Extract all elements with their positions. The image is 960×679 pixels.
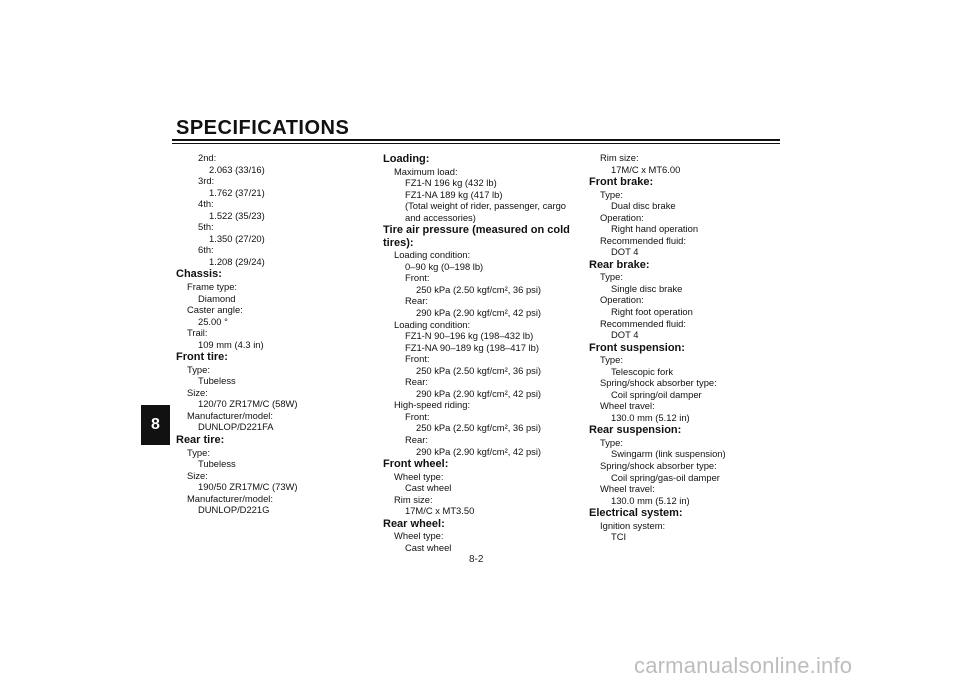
spec-label: Loading condition:: [394, 318, 471, 330]
section-heading-electrical-system: Electrical system:: [589, 507, 683, 520]
spec-value: 25.00 °: [198, 315, 228, 327]
spec-label: Size:: [187, 469, 208, 481]
spec-value: 250 kPa (2.50 kgf/cm², 36 psi): [416, 283, 542, 295]
spec-value: 17M/C x MT6.00: [611, 163, 681, 175]
spec-value: Cast wheel: [405, 541, 452, 553]
spec-label: Loading condition:: [394, 249, 471, 261]
section-heading-rear-wheel: Rear wheel:: [383, 517, 445, 530]
spec-value: 1.208 (29/24): [209, 255, 265, 267]
spec-value: Right hand operation: [611, 223, 699, 235]
spec-value: FZ1-NA 189 kg (417 lb): [405, 188, 503, 200]
spec-value: 17M/C x MT3.50: [405, 505, 475, 517]
spec-label: Maximum load:: [394, 165, 458, 177]
spec-value: Coil spring/oil damper: [611, 388, 702, 400]
spec-value: TCI: [611, 531, 627, 543]
spec-label: Front:: [405, 410, 430, 422]
chapter-tab: 8: [141, 405, 170, 445]
spec-value: 130.0 mm (5.12 in): [611, 411, 690, 423]
spec-value: 109 mm (4.3 in): [198, 338, 264, 350]
spec-value: Swingarm (link suspension): [611, 448, 726, 460]
spec-label: 4th:: [198, 198, 214, 210]
spec-value: 290 kPa (2.90 kgf/cm², 42 psi): [416, 445, 542, 457]
spec-value: Single disc brake: [611, 282, 683, 294]
spec-value: 290 kPa (2.90 kgf/cm², 42 psi): [416, 306, 542, 318]
spec-label: Wheel travel:: [600, 400, 655, 412]
spec-value: Tubeless: [198, 375, 236, 387]
section-heading-rear-tire: Rear tire:: [176, 434, 225, 447]
spec-label: Operation:: [600, 211, 644, 223]
spec-label: Type:: [600, 436, 623, 448]
spec-value: FZ1-N 90–196 kg (198–432 lb): [405, 330, 534, 342]
spec-value: DUNLOP/D221G: [198, 504, 270, 516]
section-heading-front-tire: Front tire:: [176, 351, 228, 364]
spec-label: Size:: [187, 386, 208, 398]
spec-label: Type:: [600, 354, 623, 366]
spec-label: Wheel type:: [394, 470, 444, 482]
section-heading-front-suspension: Front suspension:: [589, 341, 685, 354]
spec-value: 1.522 (35/23): [209, 209, 265, 221]
spec-label: Manufacturer/model:: [187, 492, 273, 504]
spec-label: Trail:: [187, 327, 208, 339]
spec-label: Frame type:: [187, 280, 238, 292]
section-heading-loading: Loading:: [383, 153, 430, 165]
spec-label: High-speed riding:: [394, 399, 471, 411]
spec-label: Caster angle:: [187, 304, 243, 316]
spec-value: FZ1-NA 90–189 kg (198–417 lb): [405, 341, 539, 353]
spec-label: Wheel travel:: [600, 483, 655, 495]
spec-label: Rim size:: [600, 152, 639, 163]
spec-value: 120/70 ZR17M/C (58W): [198, 398, 298, 410]
spec-value: Telescopic fork: [611, 365, 674, 377]
spec-label: 3rd:: [198, 175, 215, 187]
spec-value: DOT 4: [611, 329, 639, 341]
spec-value: FZ1-N 196 kg (432 lb): [405, 177, 497, 189]
spec-value: Dual disc brake: [611, 200, 676, 212]
spec-label: 5th:: [198, 221, 214, 233]
spec-value: Right foot operation: [611, 306, 693, 318]
section-heading-rear-suspension: Rear suspension:: [589, 424, 682, 437]
spec-label: Rear:: [405, 376, 428, 388]
spec-value: DOT 4: [611, 246, 639, 258]
spec-value: 190/50 ZR17M/C (73W): [198, 481, 298, 493]
spec-label: Wheel type:: [394, 530, 444, 542]
spec-value: Cast wheel: [405, 482, 452, 494]
spec-label: 2nd:: [198, 152, 217, 163]
spec-column-3: [589, 152, 779, 543]
spec-value: 250 kPa (2.50 kgf/cm², 36 psi): [416, 364, 542, 376]
spec-value: 0–90 kg (0–198 lb): [405, 260, 484, 272]
spec-value: Tubeless: [198, 458, 236, 470]
spec-value: Coil spring/gas-oil damper: [611, 471, 720, 483]
spec-label: Type:: [187, 446, 210, 458]
header-rule-thick: [172, 139, 780, 141]
watermark-text: carmanualsonline.info: [634, 653, 853, 678]
spec-label: Rim size:: [394, 493, 433, 505]
spec-label: Rear:: [405, 433, 428, 445]
spec-label: Front:: [405, 272, 430, 284]
spec-label: Type:: [187, 363, 210, 375]
spec-label: Recommended fluid:: [600, 234, 686, 246]
spec-label: Front:: [405, 353, 430, 365]
spec-label: Operation:: [600, 294, 644, 306]
spec-value: 130.0 mm (5.12 in): [611, 494, 690, 506]
spec-value: 2.063 (33/16): [209, 163, 265, 175]
section-heading-chassis: Chassis:: [176, 268, 222, 281]
spec-value: 290 kPa (2.90 kgf/cm², 42 psi): [416, 387, 542, 399]
spec-note: (Total weight of rider, passenger, cargo and accessories): [405, 200, 567, 223]
spec-label: Rear:: [405, 295, 428, 307]
spec-value: 250 kPa (2.50 kgf/cm², 36 psi): [416, 422, 542, 434]
page-number: 8-2: [469, 554, 484, 565]
spec-label: Spring/shock absorber type:: [600, 377, 717, 389]
header-rule-thin: [172, 143, 780, 144]
page-title: SPECIFICATIONS: [176, 117, 350, 139]
spec-label: Type:: [600, 271, 623, 283]
spec-label: Recommended fluid:: [600, 317, 686, 329]
spec-value: 1.350 (27/20): [209, 232, 265, 244]
spec-label: Ignition system:: [600, 519, 666, 531]
spec-column-1: [176, 152, 366, 516]
spec-label: Spring/shock absorber type:: [600, 460, 717, 472]
section-heading-tire-air-pressure: Tire air pressure (measured on cold tires):: [383, 224, 570, 249]
spec-label: Type:: [600, 188, 623, 200]
spec-value: Diamond: [198, 292, 236, 304]
spec-column-2: [383, 152, 583, 553]
section-heading-front-brake: Front brake:: [589, 176, 654, 189]
section-heading-front-wheel: Front wheel:: [383, 458, 449, 471]
spec-value: 1.762 (37/21): [209, 186, 265, 198]
spec-label: Manufacturer/model:: [187, 409, 273, 421]
spec-label: 6th:: [198, 244, 214, 256]
section-heading-rear-brake: Rear brake:: [589, 258, 650, 271]
spec-value: DUNLOP/D221FA: [198, 421, 274, 433]
